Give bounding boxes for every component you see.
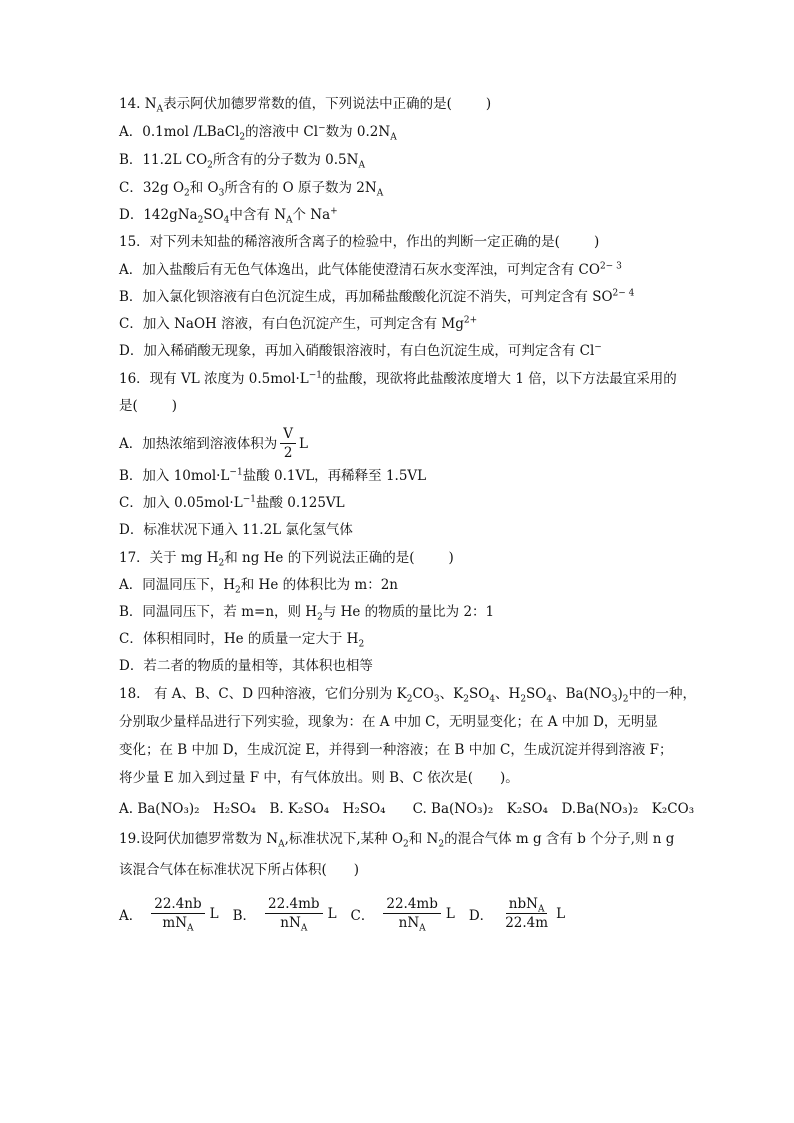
q15-stem: 15．对下列未知盐的稀溶液所含离子的检验中，作出的判断一定正确的是( ) xyxy=(119,234,600,250)
q16-stem-cont: 是( ) xyxy=(119,398,178,414)
q18-stem-line-4: 将少量 E 加入到过量 F 中，有气体放出。则 B、C 依次是( )。 xyxy=(119,770,519,786)
q14-option-b: B．11.2L $CO_2$所含有的分子数为 $0.5N_A$ xyxy=(119,152,365,171)
q16-option-b: B．加入 $10mol\cdot L^{-1}$盐酸 0.1VL，再稀释至 1.5VL xyxy=(119,467,427,484)
q14-option-a: A．0.1mol /LBaCl$_2$的溶液中 Cl−数为 $0.2N_A$ xyxy=(119,123,397,143)
q19-option-b: B． $\frac{22.4mb}{nN_A}$ L xyxy=(232,896,337,934)
fraction-v-over-2: $\frac{V}{2}$ xyxy=(280,426,296,461)
q16-option-a: A．加热浓缩到溶液体积为 $\frac{V}{2}$ L xyxy=(119,426,308,461)
q17-option-c: C．体积相同时，He 的质量一定大于 $H_2$ xyxy=(119,631,365,650)
q15-option-d: D．加入稀硝酸无现象，再加入硝酸银溶液时，有白色沉淀生成，可判定含有 Cl− xyxy=(119,342,602,359)
q15-option-c: C．加入 NaOH 溶液，有白色沉淀产生，可判定含有 $Mg^{2+}$ xyxy=(119,315,478,332)
q19-option-c: C． $\frac{22.4mb}{nN_A}$ L xyxy=(350,896,455,934)
q14-option-c: C．32g $O_2$和 $O_3$所含有的 O 原子数为 $2N_A$ xyxy=(119,180,384,199)
q19-option-a: A． $\frac{22.4nb}{mN_A}$ L xyxy=(119,896,219,934)
q19-options xyxy=(119,896,579,934)
q16-option-c: C．加入 $0.05mol\cdot L^{-1}$盐酸 0.125VL xyxy=(119,494,345,511)
q14-stem: 14. $N_A$表示阿伏加德罗常数的值，下列说法中正确的是( ) xyxy=(119,96,492,115)
q19-stem-line-1: 19.设阿伏加德罗常数为 $N_A$,标准状况下,某种 $O_2$和 $N_2$的混合气体 m g 含有 b 个分子,则 n g xyxy=(119,831,675,850)
q18-stem-line-2: 分别取少量样品进行下列实验，现象为：在 A 中加 C，无明显变化；在 A 中加 D，无明显 xyxy=(119,714,658,730)
q17-option-d: D．若二者的物质的量相等，其体积也相等 xyxy=(119,658,373,674)
q14-option-d: D．$142gNa_2SO_4$中含有 $N_A$个 Na+ xyxy=(119,206,338,226)
q15-option-b: B．加入氯化钡溶液有白色沉淀生成，再加稀盐酸酸化沉淀不消失，可判定含有 $SO^{2- 4}$ xyxy=(119,288,635,305)
q18-stem-line-3: 变化；在 B 中加 D，生成沉淀 E，并得到一种溶液；在 B 中加 C，生成沉淀并得到溶液 F； xyxy=(119,742,673,758)
q18-options: A. Ba(NO₃)₂ H₂SO₄ B. K₂SO₄ H₂SO₄ C. Ba(NO₃)₂ K₂SO₄ D.Ba(NO₃)₂ K₂CO₃ xyxy=(119,801,695,817)
q17-option-a: A．同温同压下，$H_2$和 He 的体积比为 m：2n xyxy=(119,577,398,596)
q17-stem: 17．关于 mg $H_2$和 ng He 的下列说法正确的是( ) xyxy=(119,550,454,569)
q15-option-a: A．加入盐酸后有无色气体逸出，此气体能使澄清石灰水变浑浊，可判定含有 $CO^{2- 3}$ xyxy=(119,261,622,278)
q16-option-d: D．标准状况下通入 11.2L 氯化氢气体 xyxy=(119,522,353,538)
q16-stem: 16．现有 VL 浓度为 $0.5mol\cdot L^{-1}$的盐酸，现欲将此盐酸浓度增大 1 倍，以下方法最宜采用的 xyxy=(119,370,677,387)
q17-option-b: B．同温同压下，若 m=n，则 $H_2$与 He 的物质的量比为 2：1 xyxy=(119,604,495,623)
q19-option-d: D． $\frac{nbN_A}{22.4m}$ L xyxy=(468,896,566,931)
q18-stem-line-1: 18. 有 A、B、C、D 四种溶液，它们分别为 $K_2CO_3$、$K_2SO_4$、$H_2SO_4$、$Ba(NO_3)_2$中的一种， xyxy=(119,686,696,705)
q19-stem-line-2: 该混合气体在标准状况下所占体积( ) xyxy=(119,862,360,878)
